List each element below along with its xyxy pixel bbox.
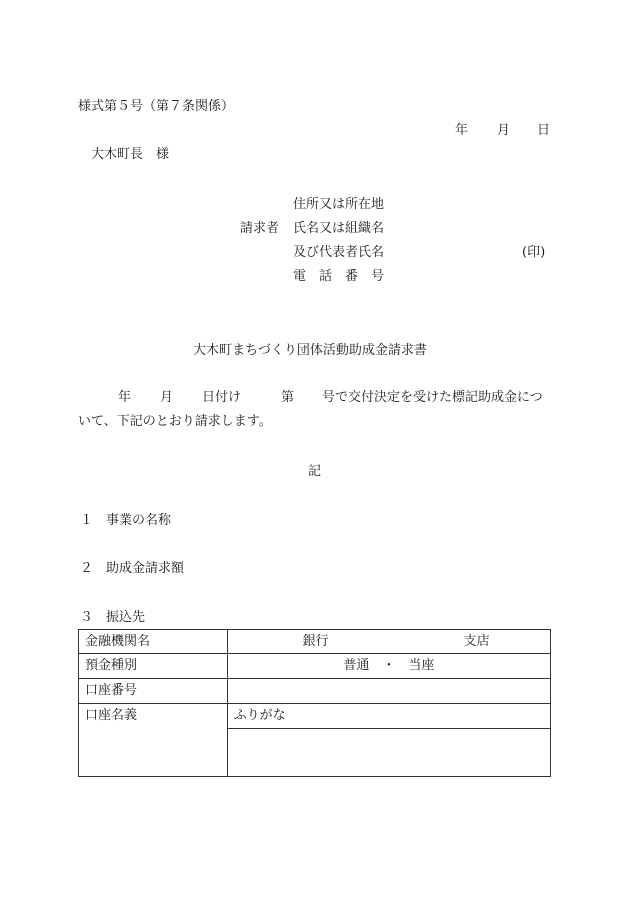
body-month: 月 (160, 390, 174, 405)
bank-label: 金融機関名 (79, 630, 228, 654)
body-line1-rest: 号で交付決定を受けた標記助成金につ (322, 390, 543, 405)
account-name-label: 口座名義 (79, 704, 228, 777)
body-year: 年 (118, 390, 132, 405)
phone-label: 電 話 番 号 (293, 269, 385, 284)
date-day-label: 日 (537, 123, 551, 138)
body-line2: いて、下記のとおり請求します。 (78, 414, 272, 429)
item-3-number: ３ (80, 610, 94, 625)
requester-label: 請求者 (240, 221, 280, 236)
account-number-field[interactable] (227, 679, 550, 704)
date-month-label: 月 (497, 123, 511, 138)
account-number-label: 口座番号 (79, 679, 228, 704)
deposit-type-label: 預金種別 (79, 654, 228, 679)
branch-suffix: 支店 (463, 634, 490, 649)
account-name-field[interactable] (227, 729, 550, 777)
document-title: 大木町まちづくり団体活動助成金請求書 (193, 343, 427, 358)
form-number: 様式第５号（第７条関係） (78, 99, 235, 114)
deposit-type-value[interactable]: 普通 ・ 当座 (227, 654, 550, 679)
table-row-bank (79, 630, 551, 654)
name-label: 氏名又は組織名 (293, 221, 385, 236)
body-dai: 第 (281, 390, 295, 405)
table-row-account-number (79, 679, 551, 704)
bank-value-cell[interactable] (227, 630, 550, 654)
item-3-label: 振込先 (106, 610, 146, 625)
transfer-table (78, 629, 551, 777)
furigana-label: ふりがな (233, 708, 286, 723)
item-1-number: １ (80, 513, 94, 528)
ki-heading: 記 (308, 464, 322, 479)
item-1-label: 事業の名称 (106, 513, 172, 528)
body-dated: 日付け (202, 390, 242, 405)
item-2-label: 助成金請求額 (106, 561, 185, 576)
seal-mark: (印) (522, 245, 546, 260)
bank-suffix: 銀行 (302, 634, 329, 649)
item-2-number: ２ (80, 561, 94, 576)
table-row-deposit-type (79, 654, 551, 679)
date-year-label: 年 (455, 123, 469, 138)
addressee: 大木町長 様 (91, 147, 170, 162)
representative-label: 及び代表者氏名 (293, 245, 385, 260)
address-label: 住所又は所在地 (293, 197, 385, 212)
furigana-field[interactable] (227, 704, 550, 729)
table-row-account-name (79, 704, 551, 729)
